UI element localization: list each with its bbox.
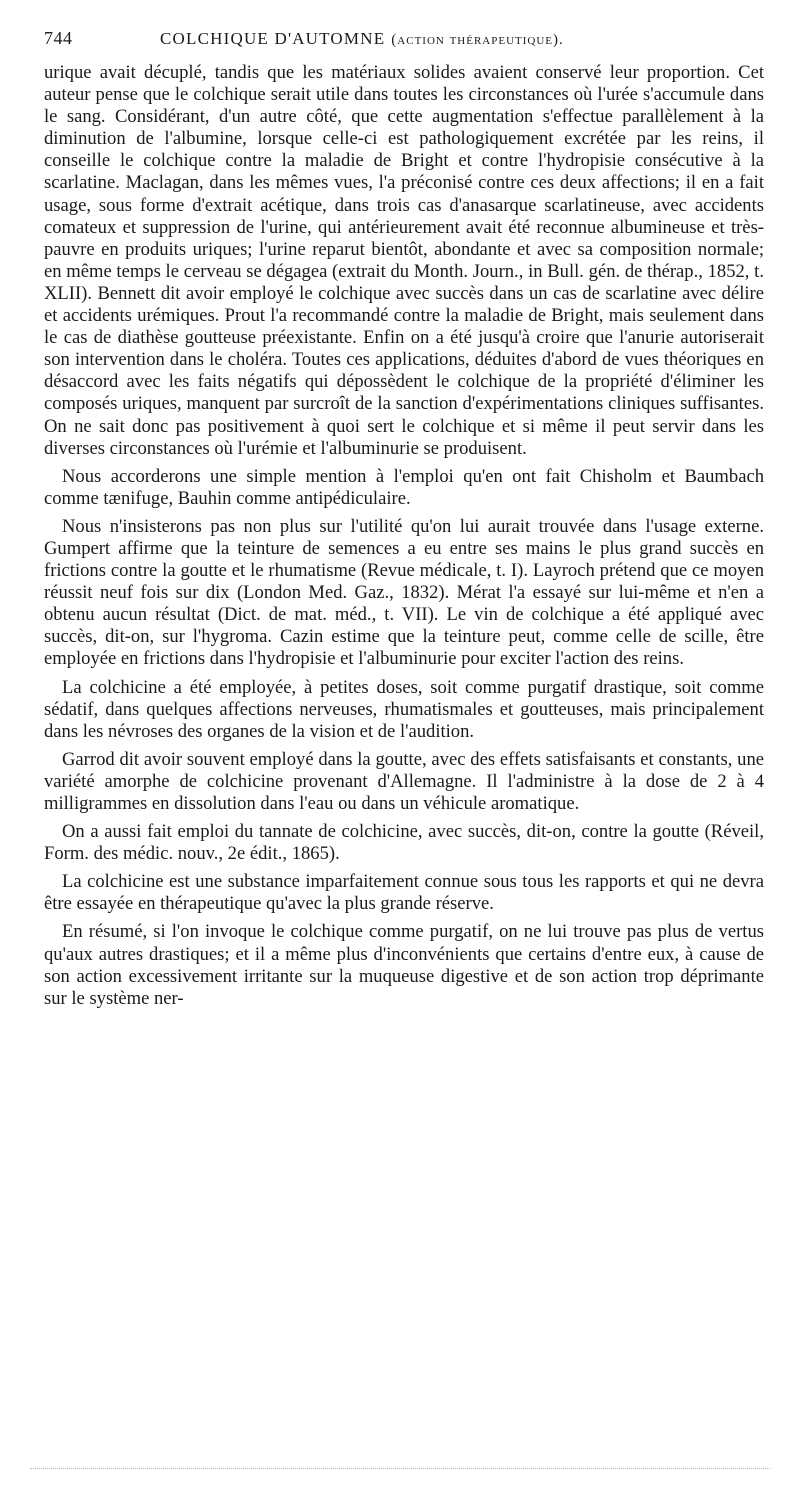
paragraph-garrod: Garrod dit avoir souvent employé dans la goutte, avec des effets satisfaisants et constants, une variété amorphe de colchicine provenant d'Allemagne. Il l'administre à la dose de 2 à 4 milligrammes en dissolution dans l'eau ou dans un véhicule aromatique.	[44, 748, 764, 814]
paragraph-chisholm: Nous accorderons une simple mention à l'emploi qu'en ont fait Chisholm et Baumbach comme tænifuge, Bauhin comme antipédiculaire.	[44, 465, 764, 509]
book-page	[44, 28, 764, 1016]
paragraph-external-use: Nous n'insisterons pas non plus sur l'utilité qu'on lui aurait trouvée dans l'usage externe. Gumpert affirme que la teinture de semences a eu entre ses mains le plus grand succès en frictions contre la goutte et le rhumatisme (Revue médicale, t. I). Layroch prétend que ce moyen réussit neuf fois sur dix (London Med. Gaz., 1832). Mérat l'a essayé sur lui-même et n'en a obtenu aucun résultat (Dict. de mat. méd., t. VII). Le vin de colchique a été appliqué avec succès, dit-on, sur l'hygroma. Cazin estime que la teinture peut, comme celle de scille, être employée en frictions dans l'hydropisie et l'albuminurie pour exciter l'action des reins.	[44, 515, 764, 670]
running-subtitle: (action thérapeutique).	[391, 32, 564, 48]
paragraph-colchicine-uses: La colchicine a été employée, à petites doses, soit comme purgatif drastique, soit comme sédatif, dans quelques affections nerveuses, rhumatismales et goutteuses, mais principalement dans les névroses des organes de la vision et de l'audition.	[44, 676, 764, 742]
paragraph-tannate: On a aussi fait emploi du tannate de colchicine, avec succès, dit-on, contre la goutte (Réveil, Form. des médic. nouv., 2e édit., 1865).	[44, 821, 764, 865]
running-title: COLCHIQUE D'AUTOMNE	[160, 29, 386, 48]
page-number: 744	[44, 28, 73, 48]
paragraph-continuation: urique avait décuplé, tandis que les matériaux solides avaient conservé leur proportion. Cet auteur pense que le colchique serait utile dans toutes les circonstances où l'urée s'accumule dans le sang. Considérant, d'un autre côté, que cette augmentation s'effectue parallèlement à la diminution de l'albumine, lorsque celle-ci est pathologiquement excrétée par les reins, il conseille le colchique contre la maladie de Bright et contre l'hydropisie consécutive à la scarlatine. Maclagan, dans les mêmes vues, l'a préconisé contre ces deux affections; il en a fait usage, sous forme d'extrait acétique, dans trois cas d'anasarque scarlatineuse, avec accidents comateux et suppression de l'urine, qui antérieurement avait été reconnue albumineuse et très-pauvre en produits uriques; l'urine reparut bientôt, abondante et avec sa composition normale; en même temps le cerveau se dégagea (extrait du Month. Journ., in Bull. gén. de thérap., 1852, t. XLII). Bennett dit avoir employé le colchique avec succès dans un cas de scarlatine avec délire et accidents urémiques. Prout l'a recommandé contre la maladie de Bright, mais seulement dans le cas de diathèse goutteuse préexistante. Enfin on a été jusqu'à croire que l'anurie autoriserait son intervention dans le choléra. Toutes ces applications, déduites d'abord de vues théoriques en désaccord avec les faits négatifs qui dépossèdent le colchique de la propriété d'éliminer les composés uriques, manquent par surcroît de la sanction d'expérimentations cliniques suffisantes. On ne sait donc pas positivement à quoi sert le colchique et si même il peut servir dans les diverses circonstances où l'urémie et l'albuminurie se produisent.	[44, 62, 764, 459]
scan-footer-rule	[30, 1468, 770, 1469]
paragraph-colchicine-caution: La colchicine est une substance imparfaitement connue sous tous les rapports et qui ne devra être essayée en thérapeutique qu'avec la plus grande réserve.	[44, 871, 764, 915]
running-head	[44, 28, 764, 58]
paragraph-summary: En résumé, si l'on invoque le colchique comme purgatif, on ne lui trouve pas plus de vertus qu'aux autres drastiques; et il a même plus d'inconvénients que certains d'entre eux, à cause de son action excessivement irritante sur la muqueuse digestive et de son action trop déprimante sur le système ner-	[44, 921, 764, 1009]
